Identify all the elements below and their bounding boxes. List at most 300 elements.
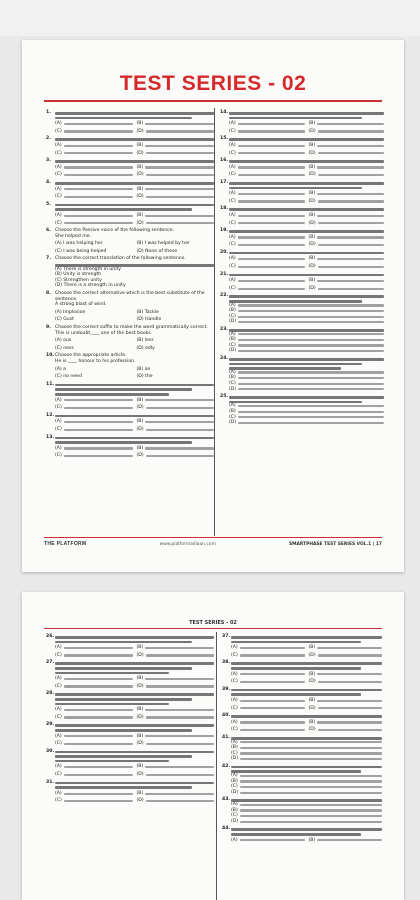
option [231,756,382,762]
option-letter: (D) [136,714,144,720]
question-item [46,382,214,411]
question-number: 15. [220,136,229,142]
option [137,676,215,682]
option-letter: (A) [55,164,62,170]
question-number: 40. [222,713,231,719]
illegible-option-text [317,166,384,168]
illegible-option-text [318,729,382,731]
option-letter: (B) [136,397,144,403]
illegible-option-text [64,166,133,168]
illegible-option-text [238,316,384,318]
illegible-option-text [64,215,133,217]
question-body [231,764,382,796]
option [309,191,385,197]
illegible-text-line [231,641,361,644]
illegible-option-text [317,193,384,195]
question-body [55,291,214,323]
option-letter: (C) [231,727,238,733]
options-grid [55,165,214,178]
illegible-option-text [238,222,305,224]
option-letter: (B) [231,807,238,813]
option [137,165,215,171]
question-number: 24. [220,355,229,361]
illegible-option-text [317,258,384,260]
illegible-option-text [238,123,305,125]
illegible-text-line [55,441,192,444]
option-letter: (C) [229,342,236,348]
option-letter: (C) [229,198,236,204]
illegible-option-text [238,152,305,154]
column-divider [214,108,215,536]
option [309,264,385,270]
option [137,129,215,135]
illegible-text-line [55,182,214,185]
illegible-option-text [64,800,133,802]
option-letter: (A) [231,645,238,651]
question-item [222,764,382,796]
option-letter: (A) [229,403,236,409]
illegible-option-text [238,244,305,246]
question-item [46,291,214,323]
option-letter: (A) [231,739,238,745]
illegible-text-line [55,672,169,675]
option-letter: (D) [308,727,316,733]
option-letter: (B) [136,142,144,148]
option [229,256,305,262]
option-letter: (C) [55,128,62,134]
option-letter: (B) [136,676,144,682]
illegible-text-line [55,698,192,701]
illegible-text-line [229,329,384,332]
illegible-text-line [55,117,192,120]
option [137,172,215,178]
option-letter: (B) [308,212,316,218]
illegible-text-line [229,252,384,255]
option: (D) None of these [136,248,178,254]
illegible-option-text [238,266,305,268]
question-body [55,136,214,156]
right-column [220,110,384,428]
illegible-option-text [317,280,384,282]
illegible-option-text [64,123,133,125]
option [55,194,133,200]
option-letter: (D) [136,683,144,689]
option-letter: (D) [229,319,237,325]
option [55,446,133,452]
option [137,427,215,433]
option [55,419,133,425]
option: (D) There is a strength in unity [55,283,126,289]
illegible-option-text [238,377,384,379]
illegible-option-text [240,752,382,754]
illegible-text-line [231,715,382,718]
footer-brand: THE PLATFORM [44,541,87,547]
illegible-text-line [55,667,192,670]
illegible-text-line [229,187,362,190]
illegible-option-text [238,383,384,385]
illegible-option-text [146,654,214,656]
option [229,143,305,149]
question-body [55,660,214,689]
question-number: 17. [220,179,229,185]
option [55,129,133,135]
option-letter: (B) [136,790,144,796]
options-grid [55,419,214,432]
option: (B) less [136,338,154,344]
options-grid [231,645,382,658]
option [137,143,215,149]
illegible-option-text [318,244,384,246]
option [231,706,305,712]
illegible-option-text [318,152,384,154]
illegible-text-line [55,437,214,440]
question-item [46,180,214,200]
viewer-top-band [0,0,420,36]
option-letter: (D) [308,198,316,204]
option [137,734,215,740]
illegible-option-text [64,222,133,224]
option: (A) a [55,366,67,372]
illegible-option-text [240,815,382,817]
illegible-text-line [229,138,384,141]
illegible-text-line [55,786,192,789]
option [229,264,305,270]
option [309,172,385,178]
option [309,165,385,171]
illegible-option-text [318,222,384,224]
option [55,221,133,227]
option-letter: (D) [136,150,144,156]
illegible-option-text [64,743,133,745]
illegible-option-text [318,200,384,202]
options-grid [55,143,214,156]
question-item [46,722,214,746]
option-letter: (B) [229,308,236,314]
option-letter: (B) [136,645,144,651]
page-title: TEST SERIES - 02 [119,72,307,95]
option [229,242,305,248]
option-letter: (A) [231,671,238,677]
option-letter: (A) [55,707,62,713]
option-letter: (A) [55,764,62,770]
illegible-option-text [64,735,133,737]
option-letter: (D) [229,386,237,392]
options-grid [231,698,382,711]
question-body [229,293,384,325]
option [137,187,215,193]
illegible-option-text [238,193,305,195]
illegible-option-text [240,775,382,777]
question-number: 30. [46,748,55,754]
option-letter: (D) [136,772,144,778]
question-number: 44. [222,826,231,832]
illegible-text-line [55,415,214,418]
option-letter: (D) [308,172,316,178]
illegible-text-line [55,662,214,665]
question-number: 20. [220,249,229,255]
question-number: 26. [46,634,55,639]
illegible-option-text [238,405,384,407]
option-letter: (C) [55,405,62,411]
illegible-option-text [240,786,382,788]
options-grid [231,672,382,685]
option [229,165,305,171]
question-body [231,660,382,684]
option-letter: (B) [136,419,144,425]
option-letter: (C) [229,220,236,226]
illegible-option-text [318,654,382,656]
question-body [231,797,382,824]
illegible-option-text [317,673,382,675]
illegible-text-line [55,388,192,391]
question-body [55,749,214,778]
option [231,653,305,659]
illegible-option-text [64,130,133,132]
question-text: Choose the appropriate article. [55,353,127,359]
illegible-option-text [64,709,133,711]
question-number: 31. [46,779,55,785]
option-letter: (D) [229,348,237,354]
option-letter: (C) [55,426,62,432]
illegible-text-line [55,160,214,163]
option [137,741,215,747]
option-letter: (D) [308,679,316,685]
option-letter: (A) [229,142,236,148]
option [231,790,382,796]
option-letter: (A) [55,419,62,425]
page-footer [44,537,382,550]
illegible-option-text [146,407,214,409]
illegible-option-text [64,447,133,449]
illegible-option-text [145,188,214,190]
options-grid [55,446,214,459]
option [309,242,385,248]
illegible-option-text [240,654,305,656]
right-column [222,634,382,845]
options-grid [231,838,382,844]
question-item [220,110,384,134]
illegible-text-line [55,782,214,785]
question-number: 11. [46,381,55,387]
illegible-text-line [229,230,384,233]
option [231,838,305,844]
question-body [55,353,214,379]
option [231,720,305,726]
illegible-text-line [231,833,361,836]
options-grid [55,187,214,200]
option-letter: (A) [229,191,236,197]
question-body [55,228,214,254]
illegible-option-text [238,344,384,346]
option-letter: (D) [231,818,239,824]
question-sentence: A strong blast of wind. [55,302,107,308]
question-sentence: He is ____ honour to his profession. [55,358,136,364]
illegible-option-text [318,707,382,709]
question-body [55,256,214,289]
option [137,707,215,713]
illegible-option-text [238,333,384,335]
option [231,727,305,733]
illegible-option-text [238,288,305,290]
option [229,420,384,426]
question-item [46,256,214,289]
options-grid [229,278,384,291]
option-letter: (C) [229,264,236,270]
option-letter: (B) [308,142,316,148]
document-page-2 [22,592,404,900]
option [309,256,385,262]
option-letter: (A) [55,121,62,127]
illegible-option-text [238,166,305,168]
option [309,143,385,149]
illegible-text-line [231,689,382,692]
question-item [46,413,214,433]
illegible-text-line [229,396,384,399]
option [309,213,385,219]
question-body [55,435,214,459]
illegible-option-text [240,741,382,743]
option [137,645,215,651]
option-letter: (D) [136,220,144,226]
option-letter: (C) [229,242,236,248]
option-letter: (B) [136,164,144,170]
option-letter: (D) [136,453,144,459]
option [55,172,133,178]
option-letter: (B) [229,408,236,414]
option [309,679,383,685]
illegible-text-line [55,729,192,732]
option-letter: (B) [229,337,236,343]
option [55,798,133,804]
option-letter: (A) [55,790,62,796]
question-body [55,325,214,351]
option [229,286,305,292]
question-number: 43. [222,797,231,803]
option-letter: (D) [308,128,316,134]
question-body [55,180,214,200]
illegible-option-text [64,647,133,649]
question-number: 7. [46,256,51,262]
option-letter: (D) [231,756,239,762]
question-item [46,691,214,720]
question-item [222,687,382,711]
illegible-text-line [55,641,192,644]
question-body [231,826,382,843]
question-number: 6. [46,228,51,234]
option-letter: (C) [55,172,62,178]
illegible-option-text [64,174,133,176]
option-letter: (B) [136,445,144,451]
question-body [55,634,214,658]
option-letter: (A) [229,302,236,308]
question-body [229,250,384,270]
options-grid [55,764,214,777]
illegible-option-text [317,145,384,147]
question-body [229,180,384,204]
option [229,199,305,205]
illegible-text-line [229,182,384,185]
option-letter: (B) [136,733,144,739]
option-letter: (D) [308,705,316,711]
illegible-option-text [318,130,384,132]
option-letter: (C) [231,813,238,819]
option [137,405,215,411]
option-letter: (D) [136,194,144,200]
option [55,764,133,770]
illegible-option-text [145,678,214,680]
illegible-text-line [229,112,384,115]
option [309,199,385,205]
question-item [222,735,382,762]
illegible-option-text [145,399,214,401]
option-letter: (D) [308,285,316,291]
illegible-option-text [64,188,133,190]
illegible-option-text [240,804,382,806]
option-letter: (A) [231,697,238,703]
question-number: 18. [220,206,229,212]
question-text: Choose the correct alternative which is the best substitute of the sentence. [55,291,205,302]
question-item [46,228,214,254]
left-column [46,110,214,461]
illegible-option-text [146,429,214,431]
question-item [220,394,384,426]
option [309,121,385,127]
options-grid [55,121,214,134]
option: (C) ness [55,345,74,351]
question-number: 42. [222,763,231,769]
question-body [229,228,384,248]
option-letter: (C) [55,652,62,658]
illegible-option-text [318,288,384,290]
illegible-option-text [238,304,384,306]
option [55,165,133,171]
illegible-option-text [240,700,305,702]
option-letter: (D) [136,172,144,178]
question-number: 38. [222,660,231,666]
option [137,121,215,127]
option-letter: (B) [136,186,144,192]
option [229,221,305,227]
illegible-option-text [238,174,305,176]
question-item [220,250,384,270]
illegible-option-text [317,700,382,702]
question-number: 12. [46,412,55,418]
question-item [46,136,214,156]
option: (A) Implosion [55,309,86,315]
illegible-text-line [231,799,382,802]
options-grid [229,191,384,204]
header-rule [44,628,382,629]
illegible-option-text [238,321,384,323]
option-letter: (C) [231,652,238,658]
option [55,653,133,659]
option [309,129,385,135]
option-letter: (C) [229,150,236,156]
option [231,819,382,825]
option-letter: (B) [136,764,144,770]
option-letter: (D) [136,128,144,134]
illegible-option-text [238,258,305,260]
option [55,121,133,127]
option-letter: (B) [136,121,144,127]
illegible-option-text [240,729,305,731]
question-text: Choose the correct translation of the following sentence. [55,256,186,262]
option [137,213,215,219]
option [309,221,385,227]
option-letter: (B) [136,707,144,713]
option-letter: (C) [55,194,62,200]
illegible-option-text [240,839,305,841]
